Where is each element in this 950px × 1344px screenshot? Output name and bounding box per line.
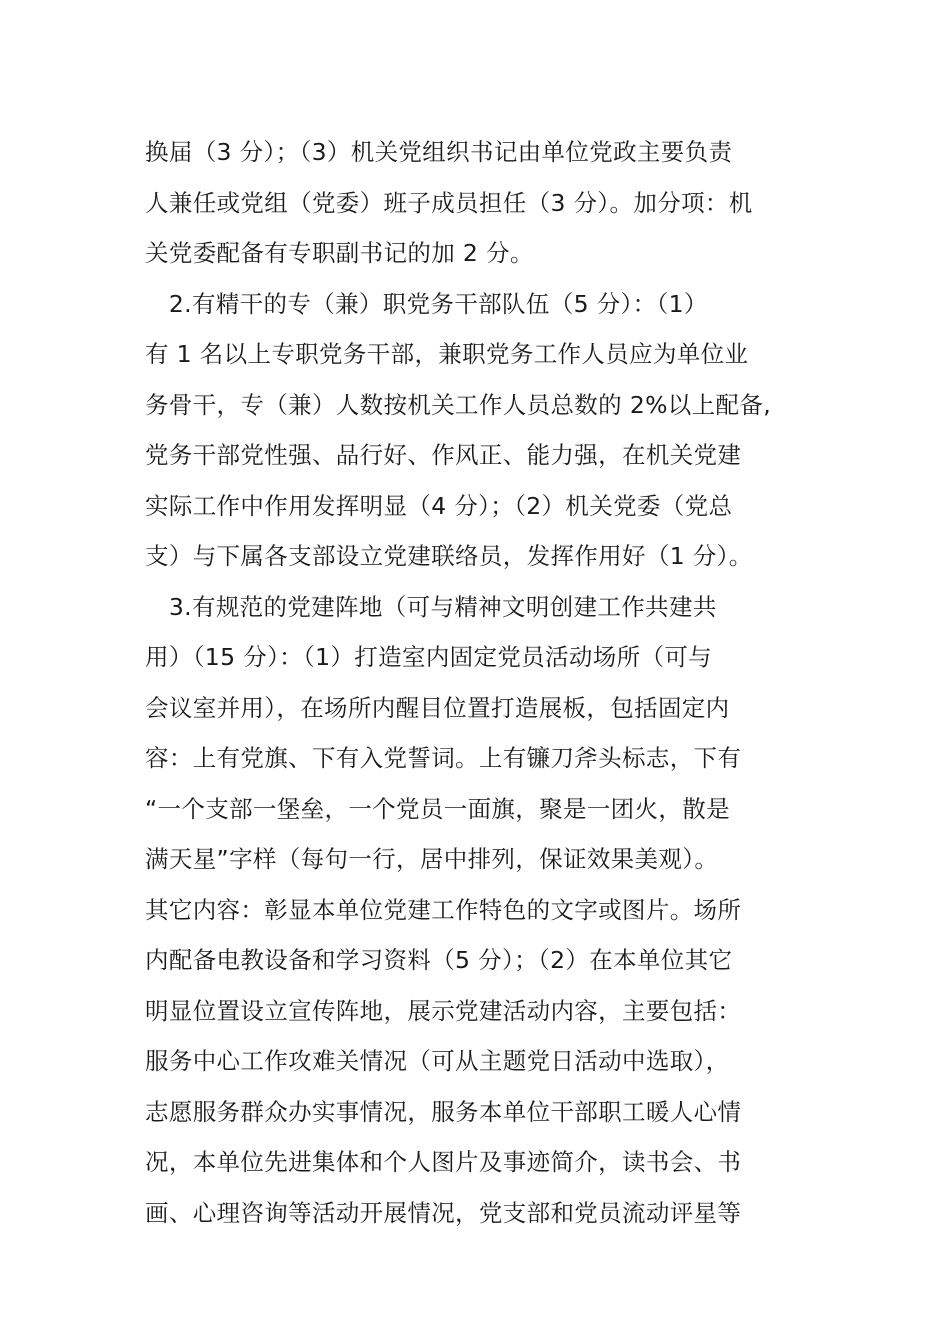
text-line: 会议室并用），在场所内醒目位置打造展板，包括固定内 [145,693,730,722]
text-line: 人兼任或党组（党委）班子成员担任（3 分）。加分项：机 [145,188,753,217]
document-body [145,127,815,1238]
text-line: 党务干部党性强、品行好、作风正、能力强，在机关党建 [145,441,742,469]
text-line: 关党委配备有专职副书记的加 2 分。 [145,239,534,267]
text-line: 务骨干，专（兼）人数按机关工作人员总数的 2%以上配备, [145,390,772,419]
text-line: 内配备电教设备和学习资料（5 分）；（2）在本单位其它 [145,946,733,974]
text-line: 容：上有党旗、下有入党誓词。上有镰刀斧头标志，下有 [145,744,742,772]
text-line: 明显位置设立宣传阵地，展示党建活动内容，主要包括： [145,996,742,1025]
text-line: 画、心理咨询等活动开展情况，党支部和党员流动评星等 [145,1198,742,1227]
text-line: 实际工作中作用发挥明显（4 分）；（2）机关党委（党总 [145,491,733,520]
text-line: 支）与下属各支部设立党建联络员，发挥作用好（1 分）。 [145,542,753,570]
text-line: 用）（15 分）：（1）打造室内固定党员活动场所（可与 [145,643,713,671]
text-line: “一个支部一堡垒，一个党员一面旗，聚是一团火，散是 [145,794,730,823]
text-line: 3.有规范的党建阵地（可与精神文明创建工作共建共 [145,592,717,621]
text-line: 有 1 名以上专职党务干部，兼职党务工作人员应为单位业 [145,340,749,368]
text-line: 服务中心工作攻难关情况（可从主题党日活动中选取）， [145,1047,730,1075]
text-line: 志愿服务群众办实事情况，服务本单位干部职工暖人心情 [145,1097,742,1126]
text-line: 满天星”字样（每句一行，居中排列，保证效果美观）。 [145,845,719,873]
text-line: 其它内容：彰显本单位党建工作特色的文字或图片。场所 [145,895,742,924]
text-line: 2.有精干的专（兼）职党务干部队伍（5 分）：（1） [145,289,708,318]
text-line: 换届（3 分）；（3）机关党组织书记由单位党政主要负责 [145,138,733,166]
text-line: 况，本单位先进集体和个人图片及事迹简介，读书会、书 [145,1148,742,1176]
